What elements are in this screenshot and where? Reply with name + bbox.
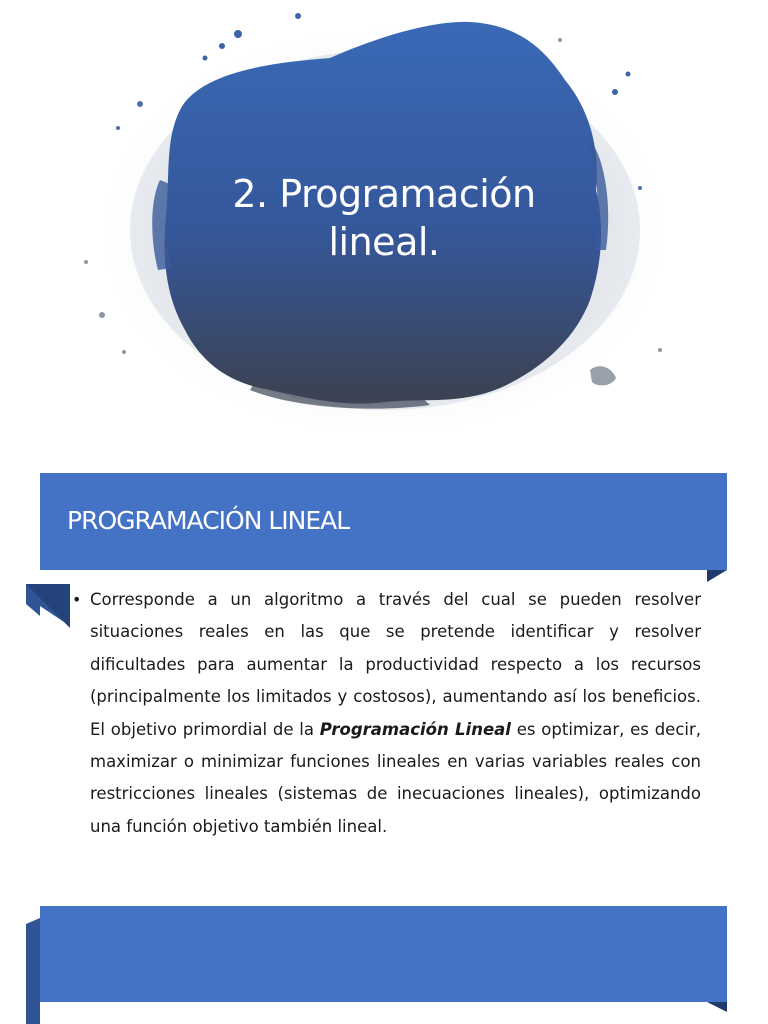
slide-title: [184, 170, 584, 266]
paragraph-text-start: Corresponde a un algoritmo a través del cual se pueden resolver situaciones reales en las que se pretende identificar y resolver dificultades para aumentar la productividad respecto a los recursos (principalmente los limitados y costosos), aumentando así los beneficios. El objetivo primordial de la: [90, 590, 701, 739]
bullet-point: •: [72, 590, 82, 609]
next-slide-partial: [0, 888, 768, 1024]
banner-title: PROGRAMACIÓN LINEAL: [67, 506, 350, 535]
section-banner: [40, 473, 727, 570]
next-slide-banner: [0, 888, 768, 1024]
paragraph-text-end: es optimizar, es decir, maximizar o minimizar funciones lineales en varias variables reales con restricciones lineales (sistemas de inecuaciones lineales), optimizando una función objetivo también lineal.: [90, 719, 701, 836]
title-slide: [0, 0, 768, 432]
slide-title-line1: 2. Programación: [232, 172, 536, 216]
slide-separator: [0, 432, 768, 456]
paragraph-emphasis: Programación Lineal: [319, 719, 511, 739]
slide-title-line2: lineal.: [328, 220, 440, 264]
definition-paragraph: [90, 584, 701, 843]
definition-slide: [0, 456, 768, 888]
